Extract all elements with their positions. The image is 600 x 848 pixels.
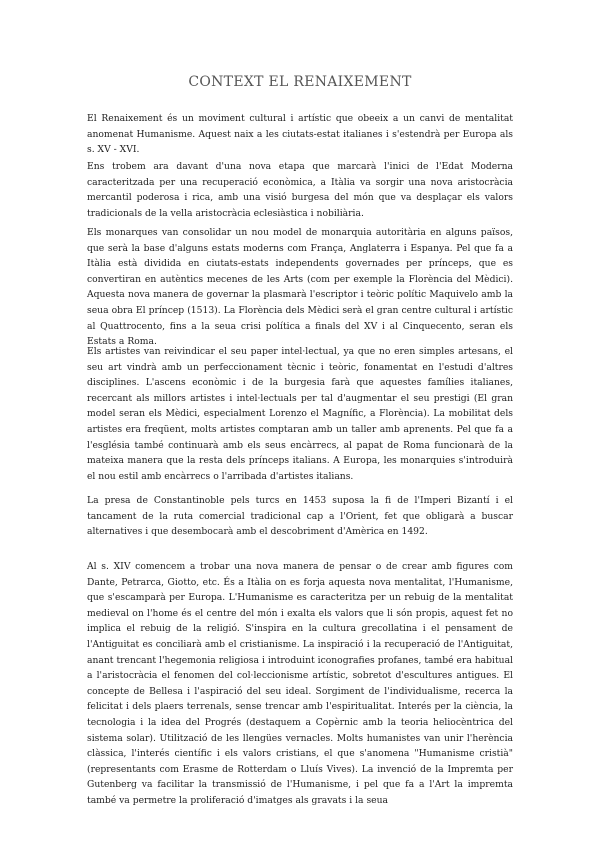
paragraph-monarchies: Els monarques van consolidar un nou model de monarquia autoritària en alguns països, que serà la base d'alguns estats moderns com França, Anglaterra i Espanya. Pel que fa a Itàlia està dividida en ciutats-estats independents governades per prínceps, que es convertiran en autèntics mecenes de les Arts (com per exemple la Florència del Mèdici). Aquesta nova manera de governar la plasmarà l'escriptor i teòric polític Maquivelo amb la seua obra El príncep (1513). La Florència dels Mèdici serà el gran centre cultural i artístic al Quattrocento, fins a la seua crisi política a finals del XV i al Cinquecento, seran els Estats a Roma.	[87, 227, 513, 348]
paragraph-intro: El Renaixement és un moviment cultural i artístic que obeeix a un canvi de mentalitat anomenat Humanisme. Aquest naix a les ciutats-estat italianes i s'estendrà per Europa als s. XV - XVI.	[87, 113, 513, 156]
paragraph-humanism: Al s. XIV comencem a trobar una nova manera de pensar o de crear amb figures com Dante, Petrarca, Giotto, etc. És a Itàlia on es forja aquesta nova mentalitat, l'Humanisme, que s'escamparà per Europa. L'Humanisme es caracteritza per un rebuig de la mentalitat medieval on l'home és el centre del món i exalta els valors que li són propis, aquest fet no implica el rebuig de la religió. S'inspira en la cultura grecollatina i el pensament de l'Antiguitat es conciliarà amb el cristianisme. La inspiració i la recuperació de l'Antiguitat, anant trencant l'hegemonia religiosa i introduint iconografies profanes, també era habitual a l'aristocràcia el fenomen del col·leccionisme artístic, sobretot d'escultures antigues. El concepte de Bellesa i l'aspiració del seu ideal. Sorgiment de l'individualisme, recerca la felicitat i dels plaers terrenals, sense trencar amb l'espiritualitat. Interés per la ciència, la tecnologia i la idea del Progrés (destaquem a Copèrnic amb la teoria heliocèntrica del sistema solar). Utilització de les llengües vernacles. Molts humanistes van unir l'herència clàssica, l'interés científic i els valors cristians, el que s'anomena "Humanisme cristià" (representants com Erasme de Rotterdam o Lluís Vives). La invenció de la Impremta per Gutenberg va facilitar la transmissió de l'Humanisme, i pel que fa a l'Art la impremta també va permetre la proliferació d'imatges als gravats i la seua	[87, 561, 513, 806]
paragraph-modern-age: Ens trobem ara davant d'una nova etapa que marcarà l'inici de l'Edat Moderna caracteritzada per una recuperació econòmica, a Itàlia va sorgir una nova aristocràcia mercantil poderosa i rica, amb una visió burgesa del món que va desplaçar els valors tradicionals de la vella aristocràcia eclesiàstica i nobiliària.	[87, 161, 513, 219]
paragraph-artists: Els artistes van reivindicar el seu paper intel·lectual, ya que no eren simples artesans, el seu art vindrà amb un perfeccionament tècnic i teòric, fonamentat en l'estudi d'altres disciplines. L'ascens econòmic i de la burgesia farà que aquestes famílies italianes, recercant als millors artistes i intel·lectuals per tal d'augmentar el seu prestigi (El gran model seran els Mèdici, especialment Lorenzo el Magnífic, a Florència). La mobilitat dels artistes era freqüent, molts artistes comptaran amb un taller amb aprenents. Pel que fa a l'església també continuarà amb els seus encàrrecs, al papat de Roma funcionarà de la mateixa manera que la resta dels prínceps italians. A Europa, les monarquies s'introduirà el nou estil amb encàrrecs o l'arribada d'artistes italians.	[87, 346, 513, 482]
paragraph-constantinople: La presa de Constantinoble pels turcs en 1453 suposa la fi de l'Imperi Bizantí i el tancament de la ruta comercial tradicional cap a l'Orient, fet que obligarà a buscar alternatives i que desembocarà amb el descobriment d'Amèrica en 1492.	[87, 495, 513, 538]
page-title: CONTEXT EL RENAIXEMENT	[188, 74, 412, 90]
